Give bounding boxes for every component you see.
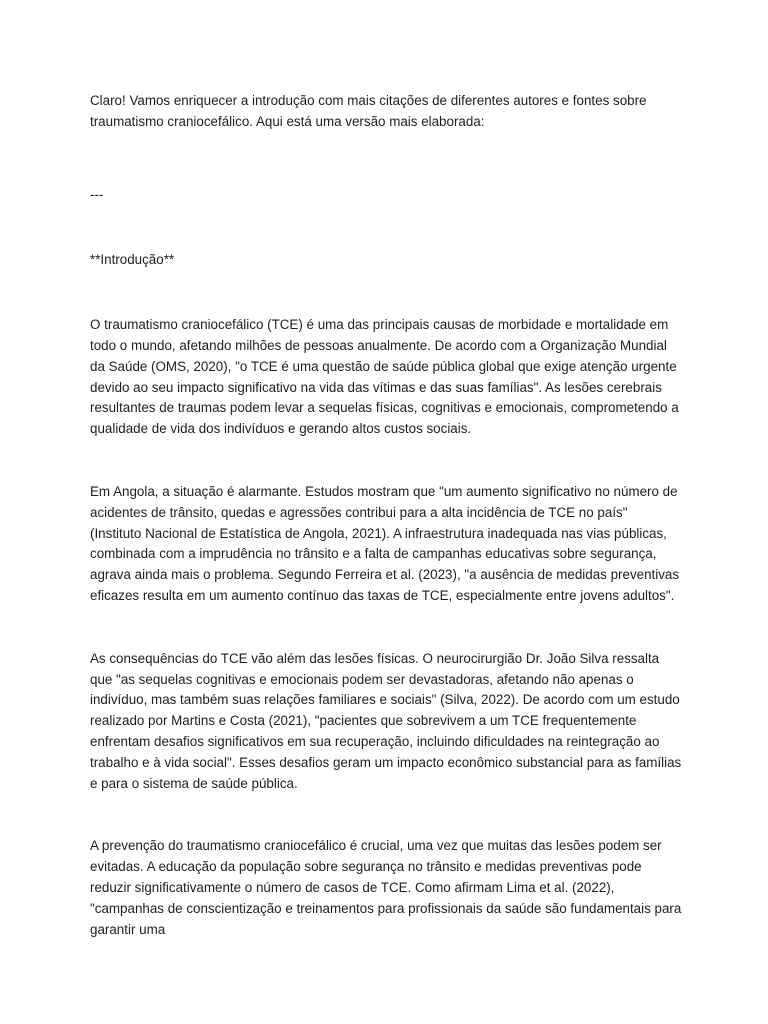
paragraph-3: As consequências do TCE vão além das lesões físicas. O neurocirurgião Dr. João Silva ressalta que "as sequelas cognitivas e emocionais podem ser devastadoras, afetando não apenas o indivíduo, mas também suas relações familiares e sociais" (Silva, 2022). De acordo com um estudo realizado por Martins e Costa (2021), "pacientes que sobrevivem a um TCE frequentemente enfrentam desafios significativos em sua recuperação, incluindo dificuldades na reintegração ao trabalho e à vida social". Esses desafios geram um impacto econômico substancial para as famílias e para o sistema de saúde pública. <box>90 650 682 791</box>
document-body <box>90 91 682 940</box>
paragraph-1: O traumatismo craniocefálico (TCE) é uma das principais causas de morbidade e mortalidade em todo o mundo, afetando milhões de pessoas anualmente. De acordo com a Organização Mundial da Saúde (OMS, 2020), "o TCE é uma questão de saúde pública global que exige atenção urgente devido ao seu impacto significativo na vida das vítimas e das suas famílias". As lesões cerebrais resultantes de traumas podem levar a sequelas físicas, cognitivas e emocionais, comprometendo a qualidade de vida dos indivíduos e gerando altos custos sociais. <box>90 317 679 437</box>
section-heading: **Introdução** <box>90 252 175 268</box>
intro-text: Claro! Vamos enriquecer a introdução com mais citações de diferentes autores e fontes sobre traumatismo craniocefálico. Aqui está uma versão mais elaborada: <box>90 93 647 129</box>
paragraph-2: Em Angola, a situação é alarmante. Estudos mostram que "um aumento significativo no número de acidentes de trânsito, quedas e agressões contribui para a alta incidência de TCE no país" (Instituto Nacional de Estatística de Angola, 2021). A infraestrutura inadequada nas vias públicas, combinada com a imprudência no trânsito e a falta de campanhas educativas sobre segurança, agrava ainda mais o problema. Segundo Ferreira et al. (2023), "a ausência de medidas preventivas eficazes resulta em um aumento contínuo das taxas de TCE, especialmente entre jovens adultos". <box>90 483 680 603</box>
paragraph-4: A prevenção do traumatismo craniocefálico é crucial, uma vez que muitas das lesões podem ser evitadas. A educação da população sobre segurança no trânsito e medidas preventivas pode reduzir significativamente o número de casos de TCE. Como afirmam Lima et al. (2022), "campanhas de conscientização e treinamentos para profissionais da saúde são fundamentais para garantir uma <box>90 838 682 937</box>
separator-text: --- <box>90 186 104 202</box>
